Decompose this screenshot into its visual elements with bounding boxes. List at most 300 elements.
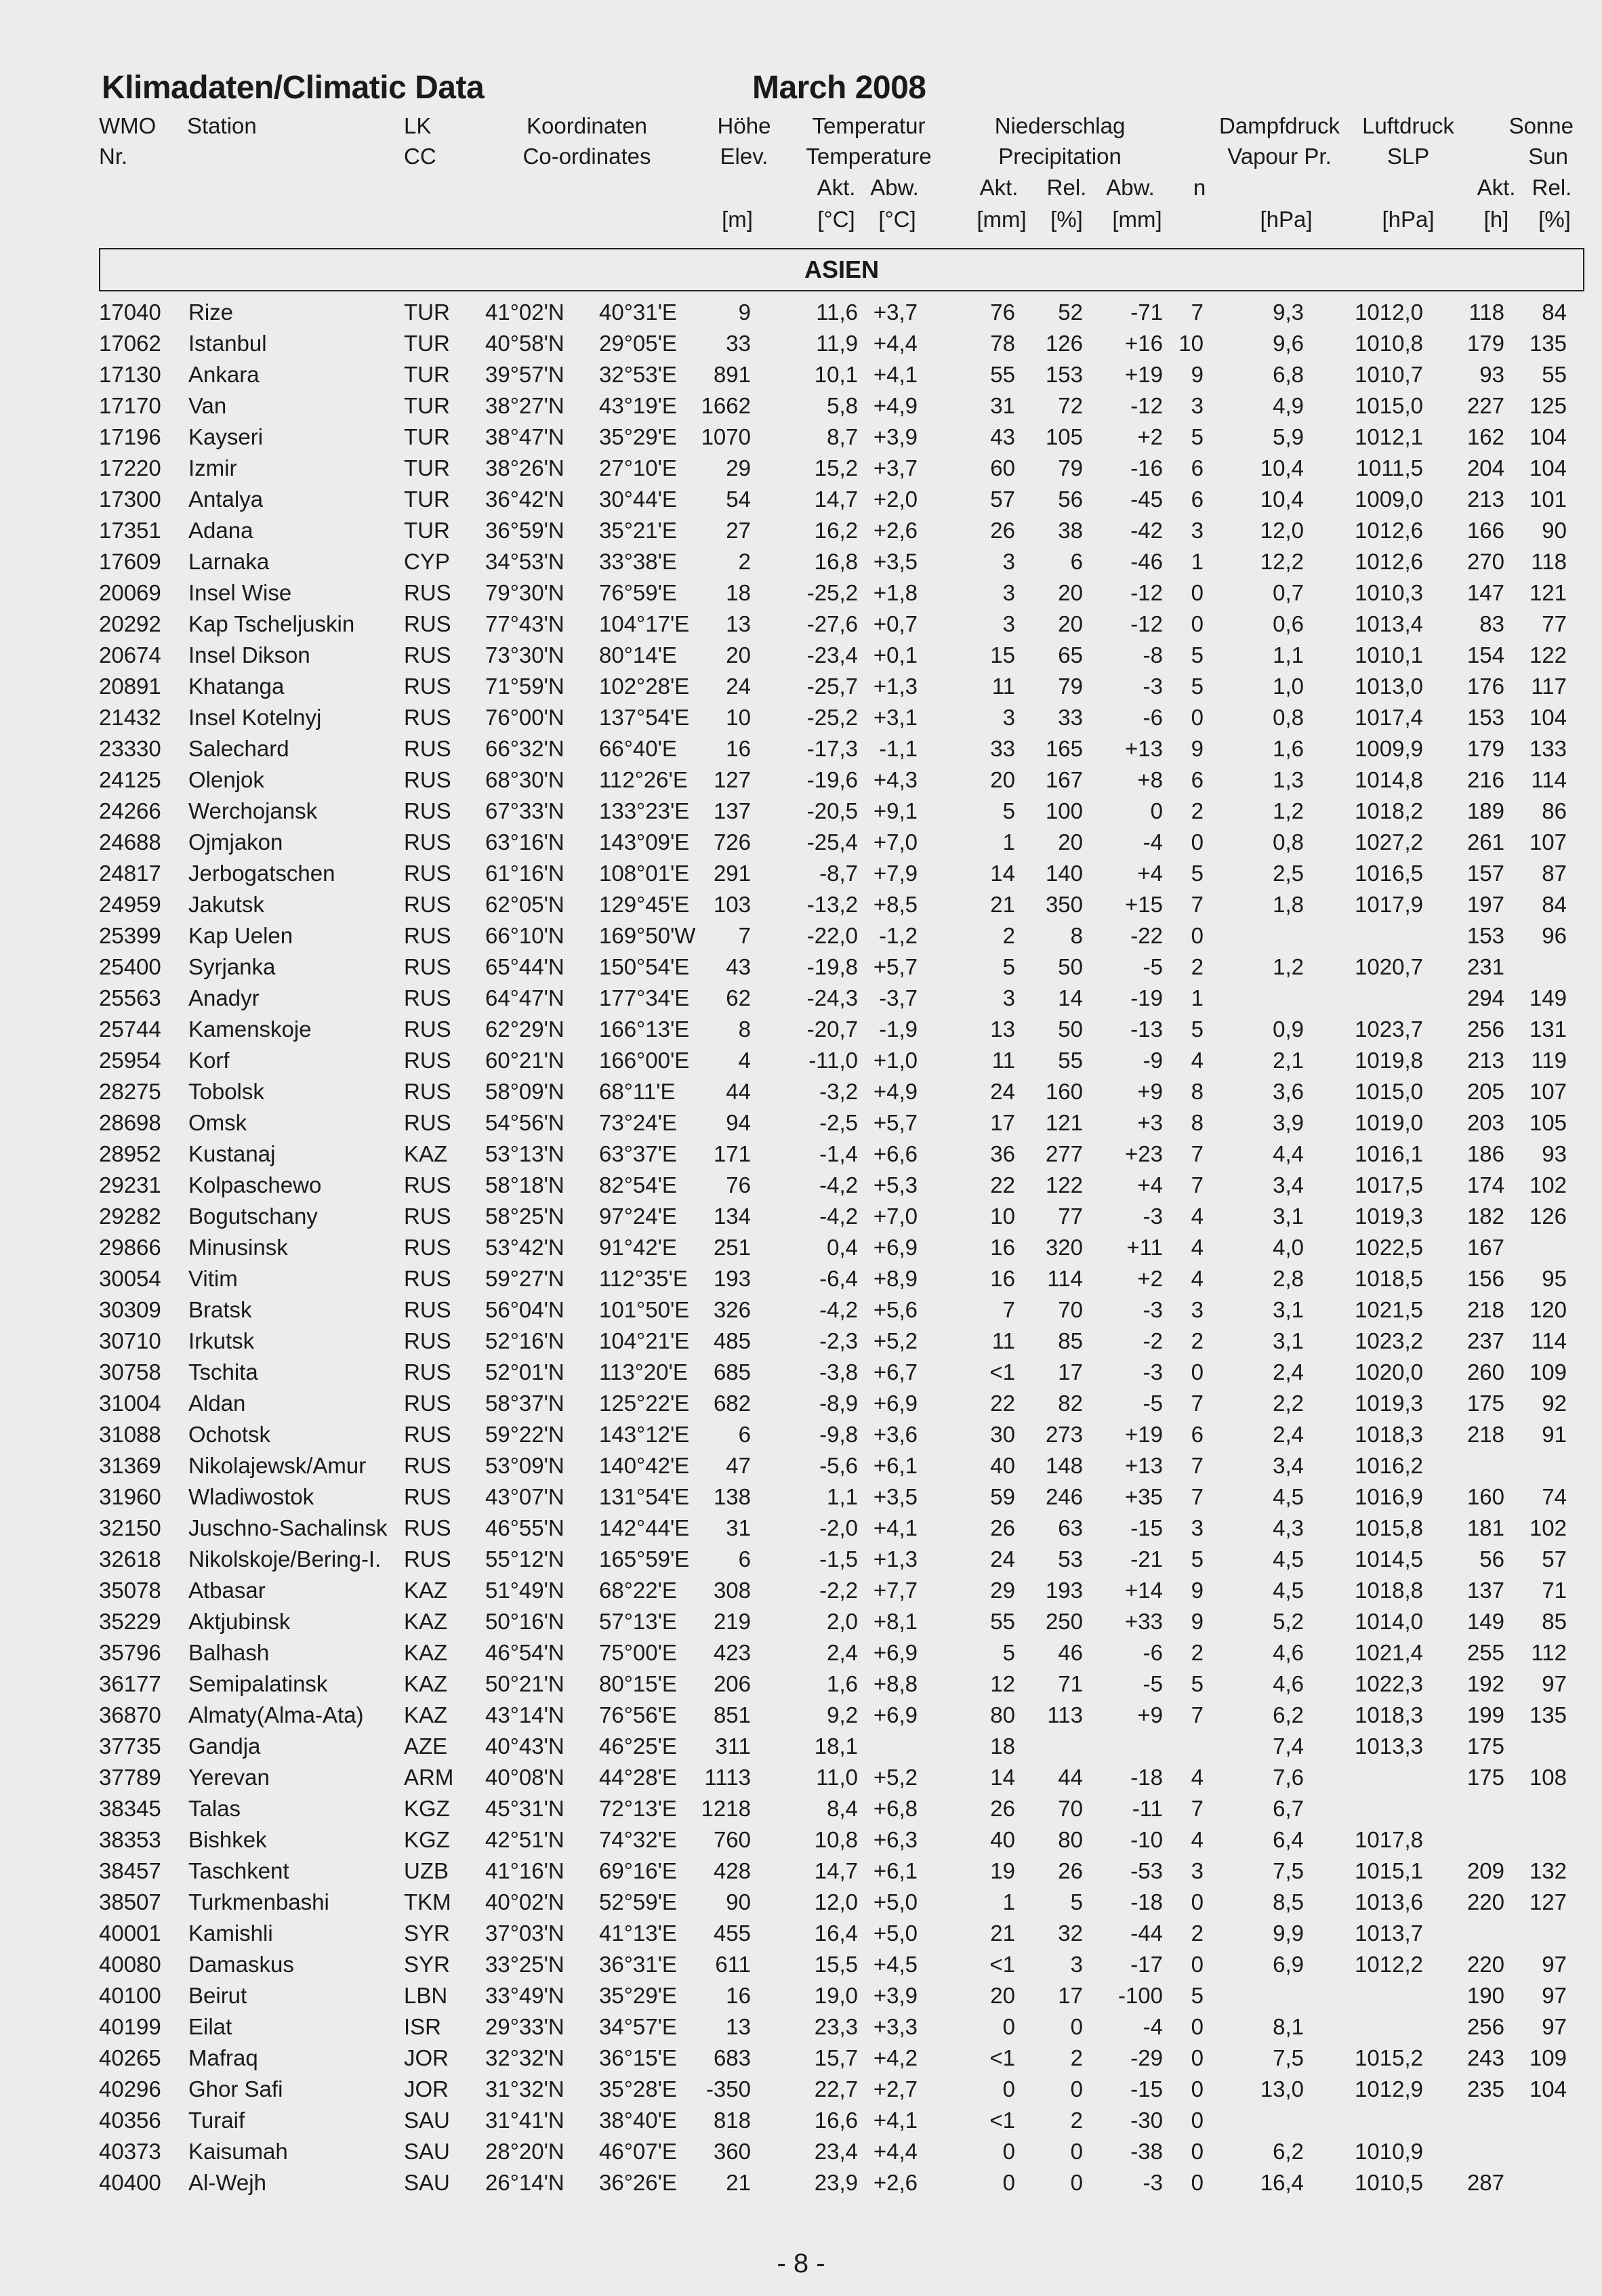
cell-temperature: 15,5 xyxy=(814,1952,858,1977)
table-row xyxy=(0,1793,1602,1824)
cell-rain-days: 0 xyxy=(1191,705,1204,730)
cell-elevation: 455 xyxy=(713,1921,751,1946)
cell-sea-level-pressure: 1018,2 xyxy=(1355,798,1423,823)
cell-wmo-number: 17220 xyxy=(99,455,161,480)
cell-wmo-number: 17130 xyxy=(99,362,161,387)
section-label: ASIEN xyxy=(804,255,880,283)
cell-latitude: 38°27'N xyxy=(485,393,564,418)
cell-precipitation: 33 xyxy=(990,736,1015,761)
cell-precipitation-deviation: -30 xyxy=(1130,2108,1163,2133)
cell-wmo-number: 37789 xyxy=(99,1765,161,1790)
cell-temperature: 14,7 xyxy=(814,1858,858,1883)
cell-precipitation-deviation: -11 xyxy=(1132,1796,1163,1821)
cell-precipitation: <1 xyxy=(989,2045,1015,2070)
table-row xyxy=(0,1918,1602,1949)
cell-precipitation: 0 xyxy=(1002,2139,1015,2164)
cell-sunshine-relative: 87 xyxy=(1542,861,1567,886)
cell-temperature: -22,0 xyxy=(806,923,858,948)
cell-rain-days: 6 xyxy=(1191,1422,1204,1447)
cell-station-name: Bishkek xyxy=(188,1827,267,1852)
cell-temperature: 8,7 xyxy=(827,424,858,449)
cell-precipitation-deviation: -45 xyxy=(1130,487,1163,512)
cell-temperature: 12,0 xyxy=(814,1889,858,1914)
cell-sunshine-relative: 117 xyxy=(1531,674,1567,699)
cell-longitude: 35°21'E xyxy=(599,518,677,543)
cell-longitude: 101°50'E xyxy=(599,1297,690,1322)
cell-elevation: 44 xyxy=(726,1079,751,1104)
cell-precipitation-deviation: +11 xyxy=(1126,1235,1163,1260)
cell-precipitation: 22 xyxy=(990,1391,1015,1416)
cell-sea-level-pressure: 1012,2 xyxy=(1355,1952,1423,1977)
cell-temperature: -2,5 xyxy=(819,1110,858,1135)
cell-vapour-pressure: 8,5 xyxy=(1273,1889,1304,1914)
cell-station-name: Kamenskoje xyxy=(188,1017,312,1042)
table-row xyxy=(0,390,1602,422)
cell-sunshine-relative: 109 xyxy=(1529,2045,1567,2070)
cell-sunshine-relative: 95 xyxy=(1542,1266,1567,1291)
cell-temperature: 16,2 xyxy=(814,518,858,543)
cell-latitude: 60°21'N xyxy=(485,1048,564,1073)
cell-country-code: TUR xyxy=(404,393,450,418)
cell-temperature-deviation: +3,7 xyxy=(873,455,918,480)
cell-temperature-deviation: +5,7 xyxy=(873,1110,918,1135)
cell-temperature-deviation: +6,9 xyxy=(873,1640,918,1665)
cell-temperature-deviation: +5,0 xyxy=(873,1889,918,1914)
cell-country-code: SAU xyxy=(404,2139,450,2164)
cell-latitude: 62°29'N xyxy=(485,1017,564,1042)
cell-precipitation-deviation: +19 xyxy=(1125,362,1163,387)
cell-wmo-number: 30758 xyxy=(99,1359,161,1385)
cell-rain-days: 0 xyxy=(1191,2014,1204,2039)
cell-sea-level-pressure: 1017,9 xyxy=(1355,892,1423,917)
cell-elevation: 103 xyxy=(713,892,751,917)
cell-longitude: 80°15'E xyxy=(599,1671,677,1696)
cell-sea-level-pressure: 1027,2 xyxy=(1355,829,1423,855)
cell-latitude: 56°04'N xyxy=(485,1297,564,1322)
cell-wmo-number: 28698 xyxy=(99,1110,161,1135)
cell-sea-level-pressure: 1016,5 xyxy=(1355,861,1423,886)
cell-elevation: 29 xyxy=(726,455,751,480)
cell-precipitation-relative: 72 xyxy=(1058,393,1083,418)
cell-elevation: 9 xyxy=(738,300,751,325)
cell-precipitation-deviation: -71 xyxy=(1130,300,1163,325)
header-temperatur: Temperatur xyxy=(812,113,926,138)
cell-precipitation-relative: 20 xyxy=(1058,611,1083,636)
table-row xyxy=(0,671,1602,702)
cell-precipitation: 3 xyxy=(1002,611,1015,636)
cell-sunshine-hours: 157 xyxy=(1466,861,1504,886)
cell-wmo-number: 35796 xyxy=(99,1640,161,1665)
cell-rain-days: 3 xyxy=(1191,1297,1204,1322)
cell-precipitation: 1 xyxy=(1002,1889,1015,1914)
cell-latitude: 43°14'N xyxy=(485,1702,564,1727)
cell-temperature: 11,0 xyxy=(816,1765,858,1790)
cell-vapour-pressure: 6,4 xyxy=(1273,1827,1304,1852)
table-row xyxy=(0,359,1602,390)
cell-latitude: 41°02'N xyxy=(485,300,564,325)
cell-wmo-number: 17300 xyxy=(99,487,161,512)
cell-rain-days: 5 xyxy=(1191,861,1204,886)
cell-temperature: 8,4 xyxy=(827,1796,858,1821)
cell-precipitation-relative: 20 xyxy=(1058,580,1083,605)
cell-vapour-pressure: 1,3 xyxy=(1273,767,1304,792)
cell-rain-days: 7 xyxy=(1191,1796,1204,1821)
cell-country-code: RUS xyxy=(404,1546,451,1572)
cell-station-name: Gandja xyxy=(188,1734,261,1759)
cell-precipitation: 22 xyxy=(990,1172,1015,1197)
header-prec-abw: Abw. xyxy=(1106,175,1155,200)
cell-sea-level-pressure: 1018,5 xyxy=(1355,1266,1423,1291)
cell-sunshine-hours: 205 xyxy=(1466,1079,1504,1104)
cell-wmo-number: 24266 xyxy=(99,798,161,823)
cell-longitude: 57°13'E xyxy=(599,1609,677,1634)
cell-sunshine-relative: 102 xyxy=(1529,1172,1567,1197)
cell-sunshine-hours: 93 xyxy=(1479,362,1504,387)
table-row xyxy=(0,1201,1602,1232)
cell-precipitation-relative: 320 xyxy=(1045,1235,1083,1260)
cell-latitude: 58°25'N xyxy=(485,1204,564,1229)
cell-country-code: RUS xyxy=(404,1453,451,1478)
cell-sea-level-pressure: 1013,6 xyxy=(1355,1889,1423,1914)
cell-precipitation-relative: 38 xyxy=(1058,518,1083,543)
cell-precipitation-deviation: -21 xyxy=(1130,1546,1163,1572)
cell-temperature: 15,7 xyxy=(814,2045,858,2070)
cell-sunshine-relative: 105 xyxy=(1529,1110,1567,1135)
cell-rain-days: 9 xyxy=(1191,362,1204,387)
cell-sea-level-pressure: 1019,0 xyxy=(1355,1110,1423,1135)
cell-station-name: Salechard xyxy=(188,736,289,761)
cell-rain-days: 5 xyxy=(1191,642,1204,668)
cell-sunshine-hours: 218 xyxy=(1466,1422,1504,1447)
cell-sea-level-pressure: 1022,5 xyxy=(1355,1235,1423,1260)
cell-sunshine-hours: 235 xyxy=(1466,2076,1504,2102)
cell-temperature-deviation: +8,5 xyxy=(873,892,918,917)
cell-sea-level-pressure: 1015,0 xyxy=(1355,1079,1423,1104)
cell-vapour-pressure: 9,3 xyxy=(1273,300,1304,325)
cell-station-name: Insel Dikson xyxy=(188,642,310,668)
cell-country-code: LBN xyxy=(404,1983,448,2008)
cell-temperature: 14,7 xyxy=(814,487,858,512)
cell-elevation: 24 xyxy=(726,674,751,699)
table-row xyxy=(0,1856,1602,1887)
cell-vapour-pressure: 0,8 xyxy=(1273,829,1304,855)
cell-rain-days: 0 xyxy=(1191,923,1204,948)
cell-rain-days: 5 xyxy=(1191,674,1204,699)
cell-latitude: 66°32'N xyxy=(485,736,564,761)
cell-latitude: 46°55'N xyxy=(485,1515,564,1540)
cell-sunshine-relative: 114 xyxy=(1531,1328,1567,1353)
cell-country-code: UZB xyxy=(404,1858,449,1883)
cell-sunshine-relative: 107 xyxy=(1529,829,1567,855)
cell-sea-level-pressure: 1020,0 xyxy=(1355,1359,1423,1385)
cell-precipitation-relative: 33 xyxy=(1058,705,1083,730)
cell-rain-days: 7 xyxy=(1191,892,1204,917)
cell-precipitation-relative: 6 xyxy=(1070,549,1083,574)
cell-precipitation: 11 xyxy=(991,1048,1015,1073)
cell-temperature-deviation: +8,1 xyxy=(873,1609,918,1634)
cell-elevation: 251 xyxy=(713,1235,751,1260)
cell-country-code: RUS xyxy=(404,1204,451,1229)
cell-rain-days: 4 xyxy=(1191,1204,1204,1229)
cell-precipitation-relative: 32 xyxy=(1058,1921,1083,1946)
document-title: Klimadaten/Climatic Data xyxy=(102,70,485,106)
header-prec-rel: Rel. xyxy=(1046,175,1087,200)
cell-sunshine-relative: 112 xyxy=(1531,1640,1567,1665)
cell-latitude: 40°43'N xyxy=(485,1734,564,1759)
cell-latitude: 46°54'N xyxy=(485,1640,564,1665)
cell-latitude: 36°59'N xyxy=(485,518,564,543)
cell-precipitation-deviation: +35 xyxy=(1125,1484,1163,1509)
cell-temperature: -9,8 xyxy=(819,1422,858,1447)
cell-elevation: 891 xyxy=(713,362,751,387)
cell-wmo-number: 29282 xyxy=(99,1204,161,1229)
cell-precipitation-relative: 121 xyxy=(1045,1110,1083,1135)
cell-latitude: 29°33'N xyxy=(485,2014,564,2039)
cell-wmo-number: 32150 xyxy=(99,1515,161,1540)
cell-precipitation-relative: 14 xyxy=(1058,985,1083,1010)
cell-precipitation: 3 xyxy=(1002,985,1015,1010)
cell-longitude: 33°38'E xyxy=(599,549,677,574)
cell-wmo-number: 24125 xyxy=(99,767,161,792)
table-row xyxy=(0,484,1602,515)
cell-country-code: RUS xyxy=(404,767,451,792)
table-row xyxy=(0,733,1602,764)
cell-elevation: 428 xyxy=(713,1858,751,1883)
table-row xyxy=(0,546,1602,577)
cell-sea-level-pressure: 1019,3 xyxy=(1355,1204,1423,1229)
cell-temperature: -23,4 xyxy=(806,642,858,668)
table-row xyxy=(0,2105,1602,2136)
cell-precipitation-relative: 46 xyxy=(1058,1640,1083,1665)
cell-wmo-number: 31004 xyxy=(99,1391,161,1416)
cell-rain-days: 0 xyxy=(1191,1359,1204,1385)
cell-precipitation: 55 xyxy=(990,1609,1015,1634)
cell-precipitation-deviation: -22 xyxy=(1130,923,1163,948)
cell-station-name: Al-Wejh xyxy=(188,2170,266,2195)
cell-latitude: 42°51'N xyxy=(485,1827,564,1852)
cell-sunshine-hours: 204 xyxy=(1466,455,1504,480)
cell-latitude: 31°32'N xyxy=(485,2076,564,2102)
header-niederschlag: Niederschlag xyxy=(994,113,1126,138)
cell-temperature-deviation: +3,9 xyxy=(873,424,918,449)
cell-precipitation: 30 xyxy=(990,1422,1015,1447)
cell-rain-days: 4 xyxy=(1191,1765,1204,1790)
cell-precipitation: 60 xyxy=(990,455,1015,480)
cell-sunshine-hours: 220 xyxy=(1466,1952,1504,1977)
cell-country-code: RUS xyxy=(404,1391,451,1416)
cell-station-name: Kap Tscheljuskin xyxy=(188,611,355,636)
cell-precipitation-relative: 350 xyxy=(1045,892,1083,917)
cell-precipitation-relative: 114 xyxy=(1047,1266,1083,1291)
table-row xyxy=(0,515,1602,546)
cell-precipitation-relative: 80 xyxy=(1058,1827,1083,1852)
cell-vapour-pressure: 3,4 xyxy=(1273,1453,1304,1478)
cell-country-code: RUS xyxy=(404,642,451,668)
page-number: - 8 - xyxy=(777,2249,825,2278)
cell-precipitation: 29 xyxy=(990,1578,1015,1603)
cell-longitude: 142°44'E xyxy=(599,1515,690,1540)
cell-precipitation-relative: 2 xyxy=(1070,2045,1083,2070)
cell-sunshine-hours: 153 xyxy=(1466,923,1504,948)
cell-wmo-number: 20891 xyxy=(99,674,161,699)
cell-sunshine-hours: 118 xyxy=(1468,300,1504,325)
cell-precipitation-relative: 70 xyxy=(1058,1297,1083,1322)
cell-station-name: Kustanaj xyxy=(188,1141,276,1166)
cell-rain-days: 5 xyxy=(1191,1546,1204,1572)
cell-precipitation: 7 xyxy=(1002,1297,1015,1322)
table-row xyxy=(0,1294,1602,1326)
table-row xyxy=(0,796,1602,827)
cell-sea-level-pressure: 1015,2 xyxy=(1355,2045,1423,2070)
table-row xyxy=(0,1450,1602,1481)
cell-vapour-pressure: 2,5 xyxy=(1273,861,1304,886)
cell-temperature-deviation: +3,9 xyxy=(873,1983,918,2008)
cell-latitude: 68°30'N xyxy=(485,767,564,792)
cell-country-code: RUS xyxy=(404,1328,451,1353)
cell-elevation: 760 xyxy=(713,1827,751,1852)
cell-longitude: 43°19'E xyxy=(599,393,677,418)
cell-longitude: 112°35'E xyxy=(599,1266,688,1291)
cell-longitude: 113°20'E xyxy=(599,1359,688,1385)
cell-station-name: Kaisumah xyxy=(188,2139,288,2164)
cell-rain-days: 9 xyxy=(1191,736,1204,761)
cell-precipitation-relative: 63 xyxy=(1058,1515,1083,1540)
cell-wmo-number: 40373 xyxy=(99,2139,161,2164)
cell-precipitation: 0 xyxy=(1002,2170,1015,2195)
cell-precipitation-relative: 70 xyxy=(1058,1796,1083,1821)
cell-latitude: 33°49'N xyxy=(485,1983,564,2008)
cell-country-code: TUR xyxy=(404,487,450,512)
cell-temperature-deviation: +6,7 xyxy=(873,1359,918,1385)
cell-rain-days: 7 xyxy=(1191,1391,1204,1416)
cell-precipitation-deviation: +13 xyxy=(1125,1453,1163,1478)
cell-vapour-pressure: 3,1 xyxy=(1273,1328,1304,1353)
cell-longitude: 133°23'E xyxy=(599,798,690,823)
cell-vapour-pressure: 6,2 xyxy=(1273,1702,1304,1727)
cell-elevation: 8 xyxy=(738,1017,751,1042)
cell-vapour-pressure: 9,9 xyxy=(1273,1921,1304,1946)
header-vapour-pr: Vapour Pr. xyxy=(1227,144,1332,169)
cell-longitude: 80°14'E xyxy=(599,642,677,668)
cell-precipitation-deviation: -3 xyxy=(1143,1204,1163,1229)
cell-temperature: 16,4 xyxy=(814,1921,858,1946)
cell-vapour-pressure: 3,4 xyxy=(1273,1172,1304,1197)
cell-sunshine-hours: 149 xyxy=(1466,1609,1504,1634)
table-row xyxy=(0,1263,1602,1294)
cell-sea-level-pressure: 1023,2 xyxy=(1355,1328,1423,1353)
cell-precipitation-relative: 2 xyxy=(1070,2108,1083,2133)
cell-rain-days: 6 xyxy=(1191,487,1204,512)
cell-precipitation-deviation: -12 xyxy=(1130,611,1163,636)
cell-precipitation-deviation: -18 xyxy=(1130,1765,1163,1790)
cell-precipitation: 5 xyxy=(1002,798,1015,823)
table-row xyxy=(0,1824,1602,1856)
cell-latitude: 58°09'N xyxy=(485,1079,564,1104)
cell-longitude: 75°00'E xyxy=(599,1640,677,1665)
cell-rain-days: 1 xyxy=(1191,985,1204,1010)
cell-sunshine-relative: 102 xyxy=(1529,1515,1567,1540)
header-prec-unit: [mm] xyxy=(977,207,1027,232)
header-elev: Elev. xyxy=(720,144,768,169)
cell-wmo-number: 25400 xyxy=(99,954,161,979)
cell-vapour-pressure: 4,4 xyxy=(1273,1141,1304,1166)
table-row xyxy=(0,1606,1602,1637)
cell-country-code: RUS xyxy=(404,705,451,730)
cell-sunshine-hours: 174 xyxy=(1466,1172,1504,1197)
cell-station-name: Almaty(Alma-Ata) xyxy=(188,1702,364,1727)
cell-rain-days: 2 xyxy=(1191,954,1204,979)
cell-vapour-pressure: 1,0 xyxy=(1273,674,1304,699)
cell-latitude: 36°42'N xyxy=(485,487,564,512)
cell-elevation: 16 xyxy=(726,1983,751,2008)
cell-sea-level-pressure: 1009,9 xyxy=(1355,736,1423,761)
cell-precipitation-deviation: -6 xyxy=(1143,705,1163,730)
cell-precipitation-relative: 0 xyxy=(1070,2014,1083,2039)
cell-elevation: 6 xyxy=(738,1422,751,1447)
table-row xyxy=(0,422,1602,453)
cell-precipitation-relative: 0 xyxy=(1070,2076,1083,2102)
cell-longitude: 69°16'E xyxy=(599,1858,677,1883)
cell-station-name: Omsk xyxy=(188,1110,247,1135)
cell-temperature: 22,7 xyxy=(814,2076,858,2102)
cell-longitude: 34°57'E xyxy=(599,2014,677,2039)
cell-country-code: AZE xyxy=(404,1734,448,1759)
cell-sea-level-pressure: 1013,0 xyxy=(1355,674,1423,699)
cell-sunshine-relative: 96 xyxy=(1542,923,1567,948)
cell-wmo-number: 40199 xyxy=(99,2014,161,2039)
cell-sea-level-pressure: 1017,5 xyxy=(1355,1172,1423,1197)
cell-temperature: -17,3 xyxy=(806,736,858,761)
cell-precipitation-deviation: -38 xyxy=(1130,2139,1163,2164)
cell-precipitation: 26 xyxy=(990,1796,1015,1821)
cell-sea-level-pressure: 1018,3 xyxy=(1355,1702,1423,1727)
cell-latitude: 52°01'N xyxy=(485,1359,564,1385)
cell-longitude: 104°17'E xyxy=(599,611,690,636)
cell-precipitation-relative: 20 xyxy=(1058,829,1083,855)
cell-station-name: Damaskus xyxy=(188,1952,294,1977)
cell-temperature: -1,5 xyxy=(819,1546,858,1572)
table-row xyxy=(0,1544,1602,1575)
table-row xyxy=(0,1637,1602,1668)
table-row xyxy=(0,1887,1602,1918)
cell-sea-level-pressure: 1023,7 xyxy=(1355,1017,1423,1042)
header-cc: CC xyxy=(404,144,436,169)
cell-wmo-number: 35078 xyxy=(99,1578,161,1603)
cell-sunshine-hours: 203 xyxy=(1466,1110,1504,1135)
cell-rain-days: 9 xyxy=(1191,1578,1204,1603)
cell-sunshine-relative: 86 xyxy=(1542,798,1567,823)
cell-temperature-deviation: +7,9 xyxy=(873,861,918,886)
cell-station-name: Larnaka xyxy=(188,549,270,574)
cell-vapour-pressure: 4,5 xyxy=(1273,1578,1304,1603)
cell-country-code: KAZ xyxy=(404,1702,448,1727)
cell-station-name: Syrjanka xyxy=(188,954,276,979)
cell-sunshine-relative: 91 xyxy=(1542,1422,1567,1447)
cell-station-name: Wladiwostok xyxy=(188,1484,314,1509)
cell-precipitation: 78 xyxy=(990,331,1015,356)
header-temp-abw: Abw. xyxy=(870,175,919,200)
header-temperature: Temperature xyxy=(806,144,932,169)
cell-elevation: 31 xyxy=(726,1515,751,1540)
cell-sunshine-relative: 71 xyxy=(1542,1578,1567,1603)
cell-precipitation: 26 xyxy=(990,1515,1015,1540)
cell-rain-days: 0 xyxy=(1191,2076,1204,2102)
cell-station-name: Taschkent xyxy=(188,1858,289,1883)
cell-vapour-pressure: 7,4 xyxy=(1273,1734,1304,1759)
cell-sunshine-hours: 192 xyxy=(1466,1671,1504,1696)
cell-sunshine-hours: 227 xyxy=(1466,393,1504,418)
cell-elevation: 127 xyxy=(713,767,751,792)
